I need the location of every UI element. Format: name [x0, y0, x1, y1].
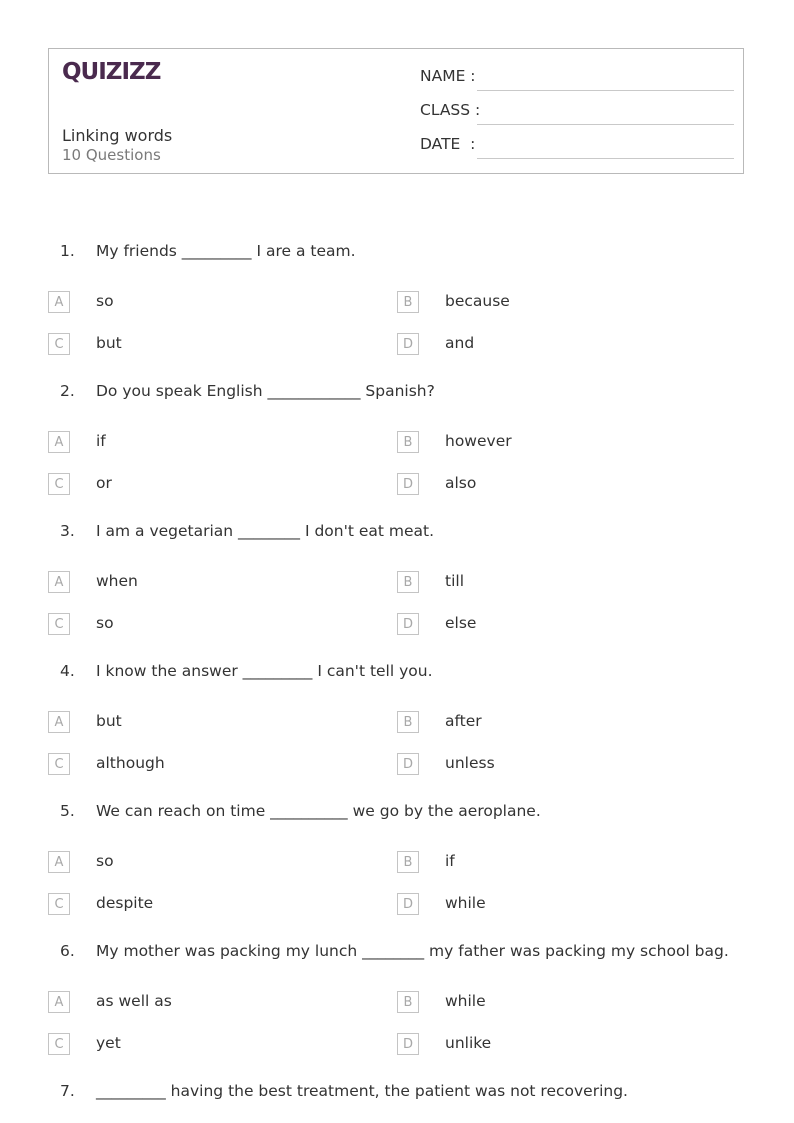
option-letter-box[interactable]: C	[48, 613, 70, 635]
option-text: so	[96, 614, 114, 632]
option-text: but	[96, 334, 122, 352]
option-text: when	[96, 572, 138, 590]
option-letter-box[interactable]: C	[48, 753, 70, 775]
option-text: till	[445, 572, 464, 590]
name-line	[477, 90, 734, 91]
question-text: My mother was packing my lunch ________ my father was packing my school bag.	[96, 942, 729, 960]
option-text: or	[96, 474, 112, 492]
option-letter-box[interactable]: D	[397, 753, 419, 775]
option-letter-box[interactable]: D	[397, 613, 419, 635]
option-text: unlike	[445, 1034, 492, 1052]
date-label: DATE :	[420, 135, 476, 153]
worksheet-title: Linking words	[62, 126, 173, 145]
option-text: yet	[96, 1034, 121, 1052]
question-number: 6.	[60, 942, 75, 960]
question-text: Do you speak English ____________ Spanish?	[96, 382, 435, 400]
option-text: but	[96, 712, 122, 730]
option-text: despite	[96, 894, 154, 912]
option-text: although	[96, 754, 165, 772]
option-text: unless	[445, 754, 495, 772]
class-field[interactable]	[420, 101, 734, 125]
option-letter-box[interactable]: A	[48, 851, 70, 873]
question-text: We can reach on time __________ we go by the aeroplane.	[96, 802, 541, 820]
option-text: after	[445, 712, 482, 730]
option-text: else	[445, 614, 477, 632]
option-letter-box[interactable]: A	[48, 991, 70, 1013]
question-text: I am a vegetarian ________ I don't eat meat.	[96, 522, 435, 540]
option-letter-box[interactable]: B	[397, 711, 419, 733]
option-letter-box[interactable]: B	[397, 431, 419, 453]
option-letter-box[interactable]: C	[48, 1033, 70, 1055]
name-field[interactable]	[420, 67, 734, 91]
option-letter-box[interactable]: D	[397, 893, 419, 915]
class-line	[477, 124, 734, 125]
question-text: My friends _________ I are a team.	[96, 242, 356, 260]
question-number: 4.	[60, 662, 75, 680]
option-letter-box[interactable]: D	[397, 473, 419, 495]
option-letter-box[interactable]: C	[48, 893, 70, 915]
date-field[interactable]	[420, 135, 734, 159]
option-letter-box[interactable]: D	[397, 1033, 419, 1055]
question-number: 3.	[60, 522, 75, 540]
option-letter-box[interactable]: A	[48, 431, 70, 453]
option-text: while	[445, 894, 486, 912]
name-label: NAME :	[420, 67, 476, 85]
option-text: because	[445, 292, 510, 310]
class-label: CLASS :	[420, 101, 481, 119]
option-text: however	[445, 432, 512, 450]
option-letter-box[interactable]: A	[48, 291, 70, 313]
quizizz-logo: QUIZIZZ	[62, 59, 161, 85]
option-text: as well as	[96, 992, 172, 1010]
question-number: 2.	[60, 382, 75, 400]
option-letter-box[interactable]: B	[397, 571, 419, 593]
option-text: also	[445, 474, 477, 492]
option-letter-box[interactable]: A	[48, 571, 70, 593]
question-number: 1.	[60, 242, 75, 260]
question-text: I know the answer _________ I can't tell you.	[96, 662, 433, 680]
option-letter-box[interactable]: B	[397, 991, 419, 1013]
option-letter-box[interactable]: C	[48, 473, 70, 495]
question-number: 5.	[60, 802, 75, 820]
option-letter-box[interactable]: D	[397, 333, 419, 355]
option-text: while	[445, 992, 486, 1010]
question-number: 7.	[60, 1082, 75, 1100]
option-text: so	[96, 292, 114, 310]
question-text: _________ having the best treatment, the patient was not recovering.	[96, 1082, 628, 1100]
worksheet-header	[48, 48, 744, 174]
option-letter-box[interactable]: C	[48, 333, 70, 355]
option-text: if	[96, 432, 106, 450]
option-letter-box[interactable]: B	[397, 291, 419, 313]
option-text: and	[445, 334, 475, 352]
option-letter-box[interactable]: B	[397, 851, 419, 873]
option-letter-box[interactable]: A	[48, 711, 70, 733]
question-count: 10 Questions	[62, 146, 161, 164]
option-text: so	[96, 852, 114, 870]
date-line	[477, 158, 734, 159]
option-text: if	[445, 852, 455, 870]
